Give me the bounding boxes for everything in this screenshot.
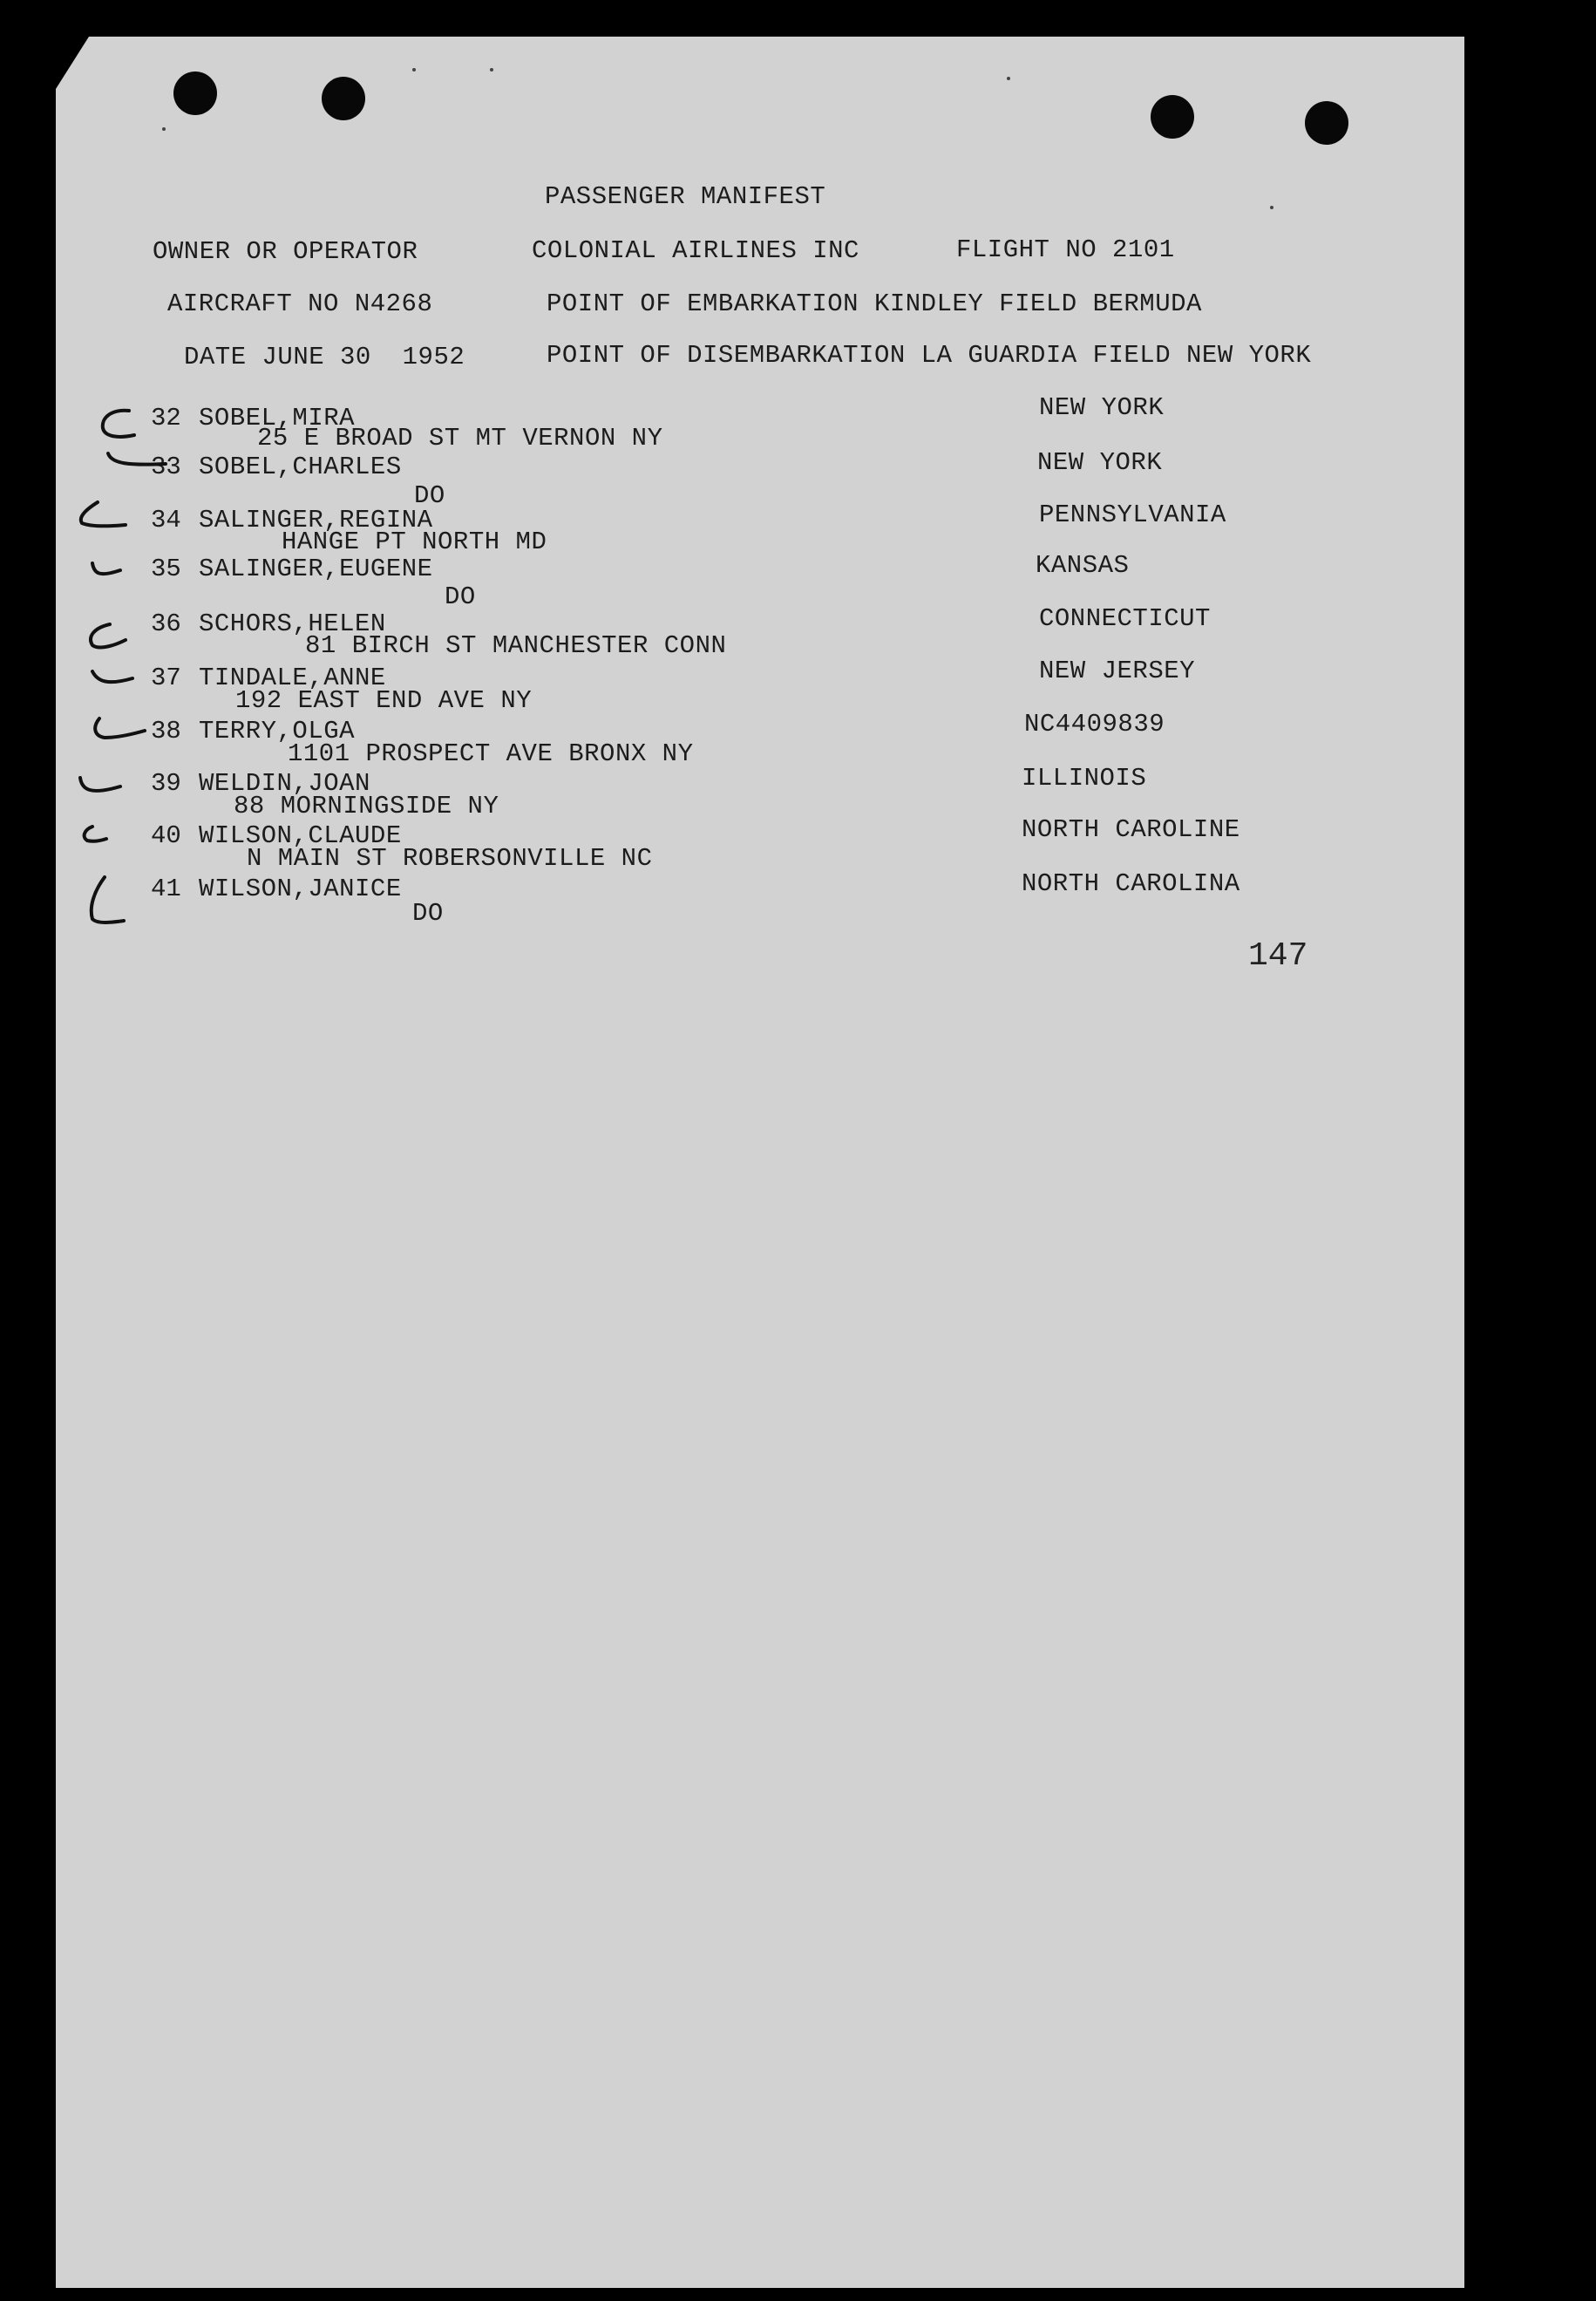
- passenger-origin: ILLINOIS: [1022, 764, 1147, 793]
- passenger-origin: PENNSYLVANIA: [1039, 500, 1226, 529]
- passenger-number: 37: [151, 664, 181, 692]
- check-mark-icon: [103, 448, 173, 474]
- passenger-name: SALINGER,EUGENE: [199, 555, 433, 583]
- aircraft-number: AIRCRAFT NO N4268: [167, 289, 433, 318]
- folded-corner: [56, 37, 89, 89]
- passenger-origin: CONNECTICUT: [1039, 604, 1211, 633]
- passenger-number: 40: [151, 821, 181, 850]
- passenger-origin: NC4409839: [1024, 710, 1165, 739]
- passenger-address: DO: [412, 899, 444, 928]
- passenger-address: N MAIN ST ROBERSONVILLE NC: [247, 844, 653, 873]
- passenger-number: 34: [151, 506, 181, 534]
- punch-hole: [1151, 95, 1194, 139]
- check-mark-icon: [87, 715, 148, 746]
- dust-speck: [162, 127, 166, 131]
- check-mark-icon: [80, 621, 132, 656]
- punch-hole: [322, 77, 365, 120]
- passenger-address: 25 E BROAD ST MT VERNON NY: [257, 424, 663, 453]
- passenger-name: SALINGER,REGINA: [199, 506, 433, 534]
- passenger-name: WELDIN,JOAN: [199, 769, 370, 798]
- dust-speck: [490, 68, 493, 71]
- passenger-origin: NORTH CAROLINE: [1022, 815, 1240, 844]
- passenger-address: 88 MORNINGSIDE NY: [234, 792, 499, 820]
- passenger-name: TINDALE,ANNE: [199, 664, 386, 692]
- check-mark-icon: [87, 664, 139, 691]
- passenger-origin: NEW JERSEY: [1039, 657, 1196, 685]
- dust-speck: [1007, 77, 1010, 80]
- punch-hole: [1305, 101, 1348, 145]
- punch-hole: [173, 71, 217, 115]
- passenger-number: 36: [151, 609, 181, 638]
- check-mark-icon: [71, 499, 132, 534]
- check-mark-icon: [82, 872, 131, 931]
- passenger-origin: NORTH CAROLINA: [1022, 869, 1240, 898]
- embarkation-point: POINT OF EMBARKATION KINDLEY FIELD BERMUDA: [547, 289, 1202, 318]
- manifest-title: PASSENGER MANIFEST: [545, 182, 826, 211]
- passenger-address: 81 BIRCH ST MANCHESTER CONN: [305, 631, 727, 660]
- passenger-address: 1101 PROSPECT AVE BRONX NY: [288, 739, 694, 768]
- passenger-number: 33: [151, 453, 181, 481]
- check-mark-icon: [94, 405, 146, 445]
- check-mark-icon: [85, 558, 129, 584]
- owner-label: OWNER OR OPERATOR: [153, 237, 418, 266]
- owner-value: COLONIAL AIRLINES INC: [532, 236, 859, 265]
- check-mark-icon: [73, 771, 126, 802]
- passenger-name: WILSON,JANICE: [199, 875, 402, 903]
- flight-number: FLIGHT NO 2101: [956, 235, 1175, 264]
- passenger-name: TERRY,OLGA: [199, 717, 356, 745]
- passenger-origin: KANSAS: [1036, 551, 1130, 580]
- passenger-name: SCHORS,HELEN: [199, 609, 386, 638]
- passenger-origin: NEW YORK: [1037, 448, 1163, 477]
- passenger-address: 192 EAST END AVE NY: [235, 686, 533, 715]
- passenger-number: 32: [151, 404, 181, 432]
- passenger-address: DO: [414, 481, 445, 510]
- passenger-number: 38: [151, 717, 181, 745]
- manifest-date: DATE JUNE 30 1952: [184, 343, 465, 371]
- passenger-name: SOBEL,MIRA: [199, 404, 356, 432]
- passenger-address: HANGE PT NORTH MD: [282, 528, 547, 556]
- disembarkation-point: POINT OF DISEMBARKATION LA GUARDIA FIELD NEW YORK: [547, 341, 1312, 370]
- manifest-sheet: [56, 37, 1464, 2288]
- passenger-name: SOBEL,CHARLES: [199, 453, 402, 481]
- passenger-address: DO: [445, 582, 476, 611]
- dust-speck: [412, 68, 416, 71]
- check-mark-icon: [77, 823, 112, 846]
- dust-speck: [1270, 206, 1273, 209]
- passenger-origin: NEW YORK: [1039, 393, 1165, 422]
- passenger-name: WILSON,CLAUDE: [199, 821, 402, 850]
- passenger-number: 41: [151, 875, 181, 903]
- page-number: 147: [1248, 937, 1308, 975]
- passenger-number: 39: [151, 769, 181, 798]
- passenger-number: 35: [151, 555, 181, 583]
